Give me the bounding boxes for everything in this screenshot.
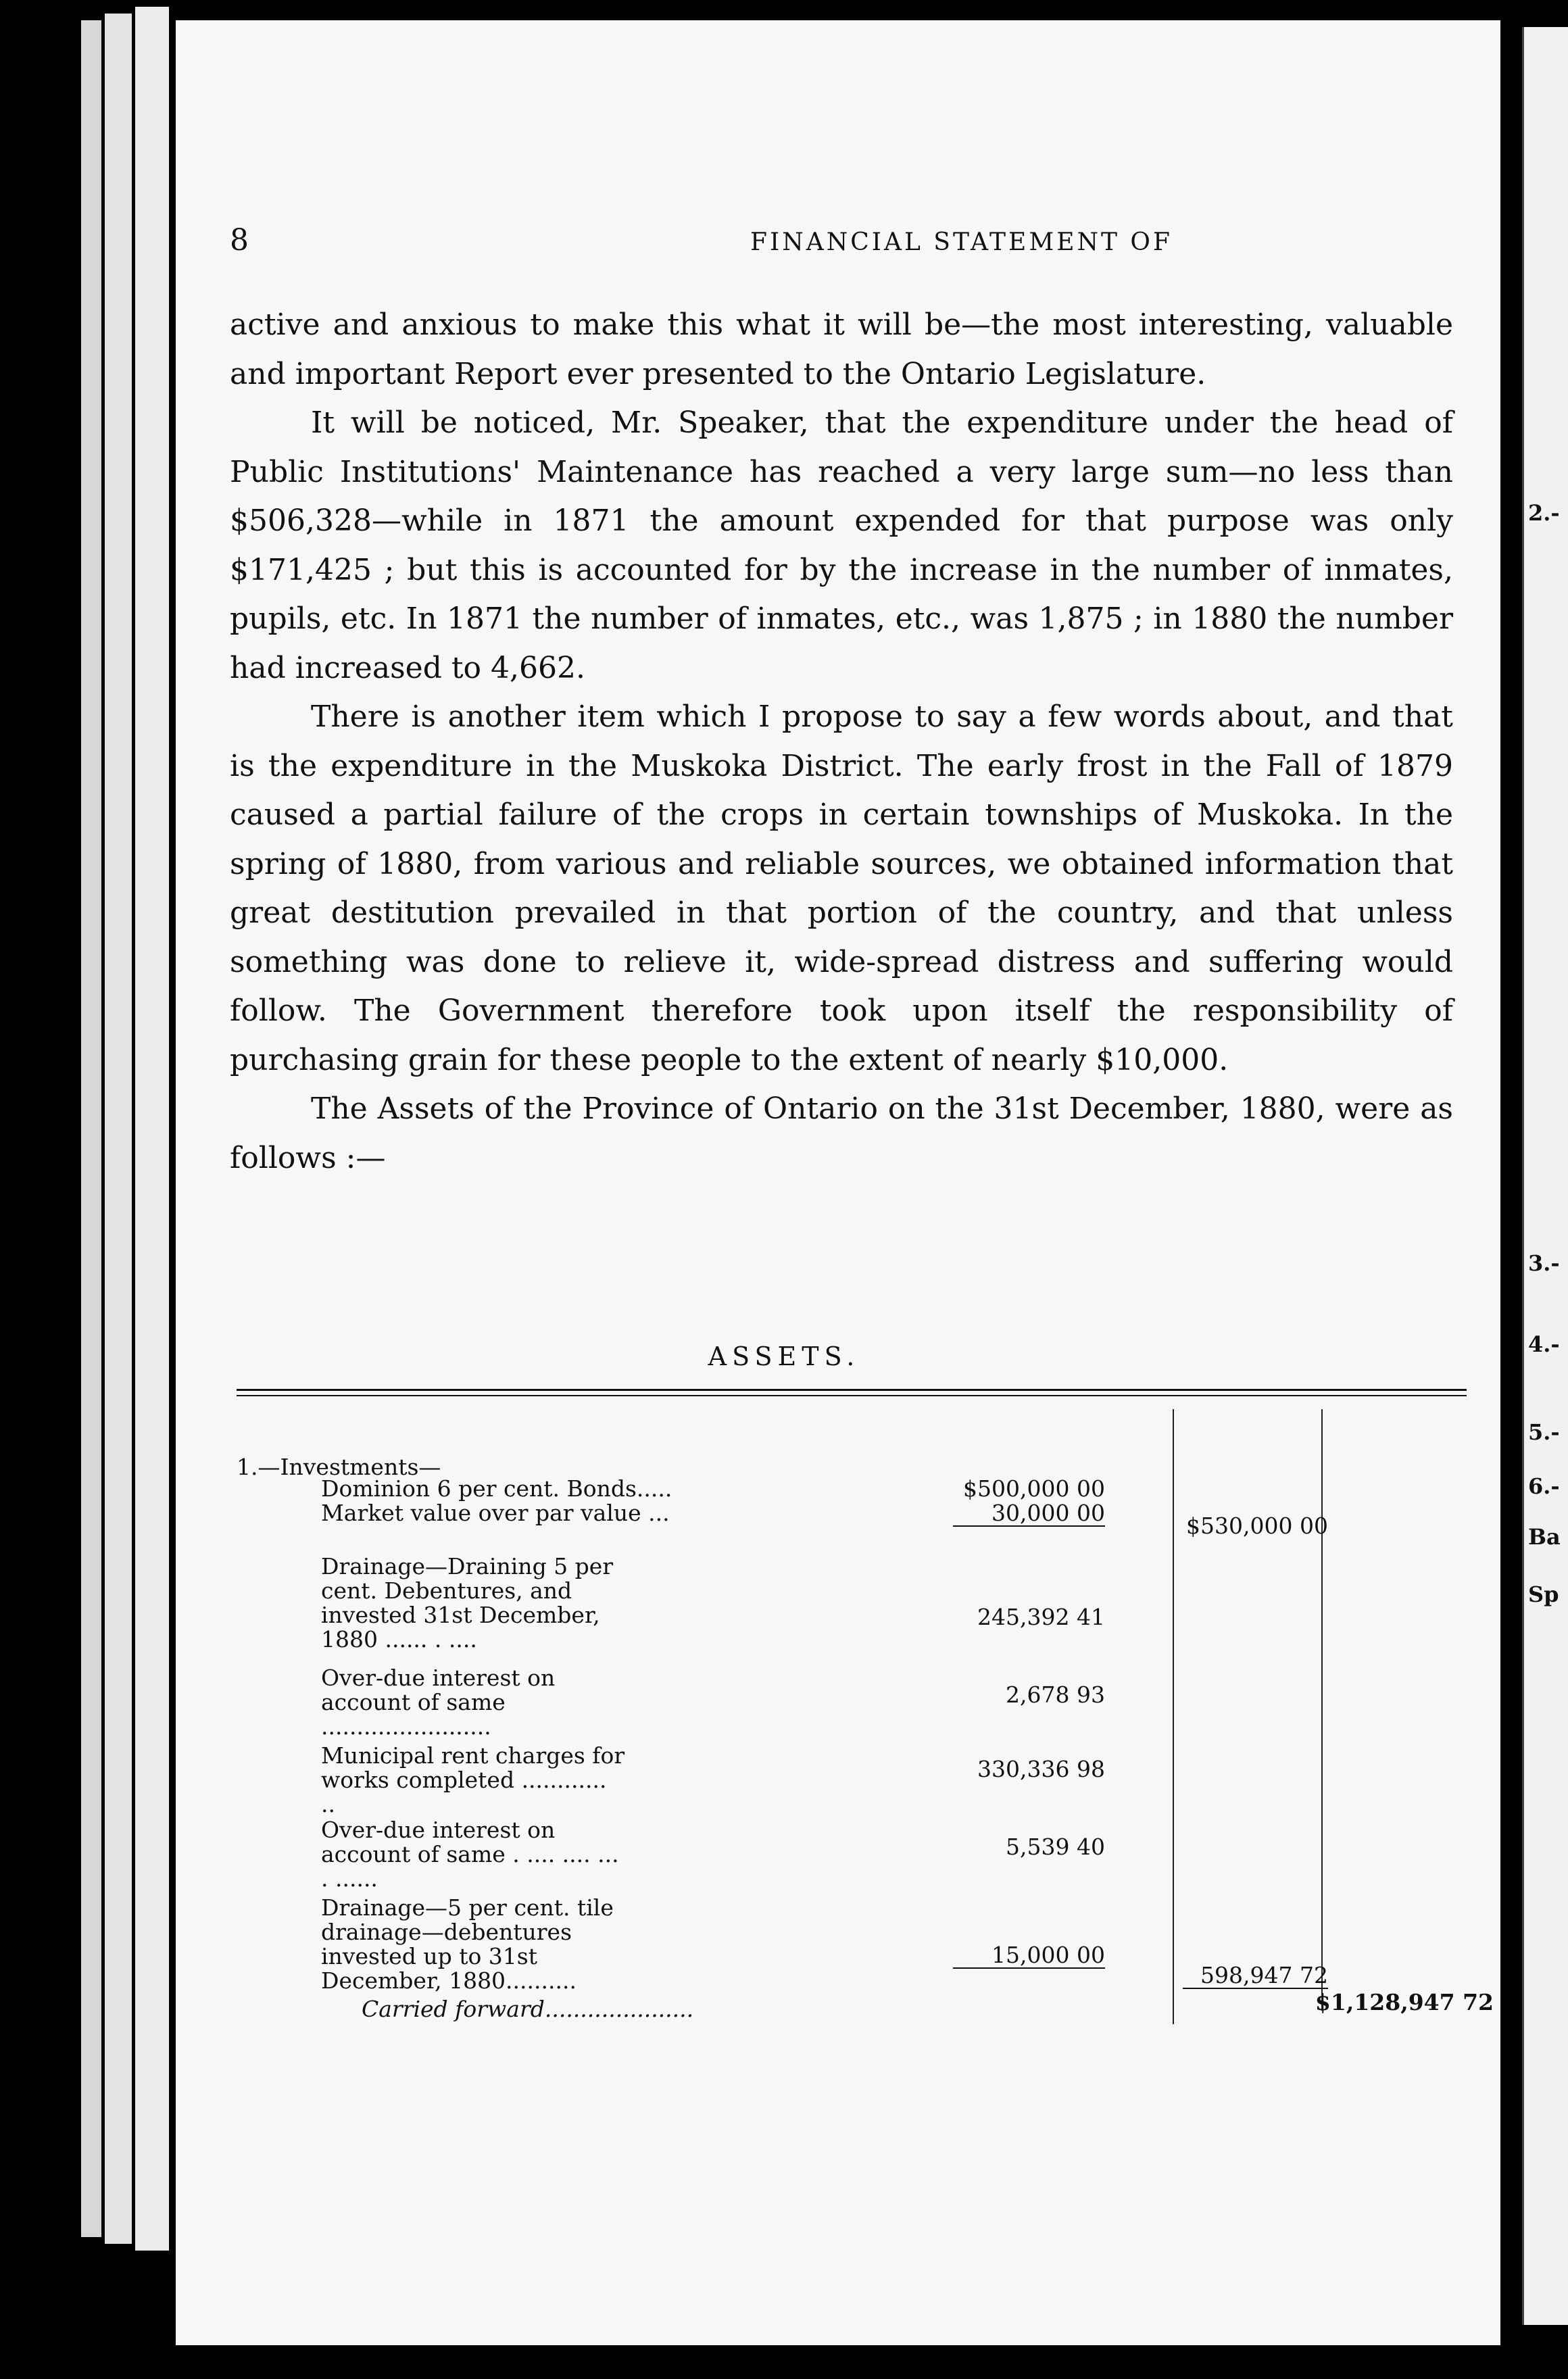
assets-table bbox=[237, 1402, 1494, 2024]
row-label: Over-due interest on account of same . .... .... ... . ...... bbox=[321, 1817, 619, 1892]
paragraph: There is another item which I propose to say a few words about, and that is the expenditure in the Muskoka District. The early frost in the Fall of 1879 caused a partial failure of the crops in certain townships of Muskoka. In the spring of 1880, from various and reliable sources, we obtained information that great destitution prevailed in that portion of the country, and that unless something was done to relieve it, wide-spread distress and suffering would follow. The Government therefore took upon itself the responsibility of purchasing grain for these people to the extent of nearly $10,000. bbox=[230, 700, 1453, 1077]
margin-mark: 3.- bbox=[1528, 1250, 1560, 1276]
book-edge bbox=[81, 20, 101, 2237]
row-amount: 330,336 98 bbox=[977, 1756, 1105, 1782]
paragraph: The Assets of the Province of Ontario on the 31st December, 1880, were as follows :— bbox=[230, 1092, 1453, 1175]
carried-forward-total: $1,128,947 72 bbox=[1315, 1989, 1494, 2015]
column-divider bbox=[1173, 1409, 1174, 2024]
table-top-rule bbox=[237, 1389, 1467, 1396]
subtotal: $530,000 00 bbox=[1186, 1513, 1328, 1539]
row-label: Dominion 6 per cent. Bonds..... bbox=[321, 1475, 672, 1502]
row-label: Municipal rent charges for works completed ............ .. bbox=[321, 1742, 625, 1817]
margin-mark: Sp bbox=[1528, 1581, 1559, 1607]
margin-mark: 6.- bbox=[1528, 1473, 1560, 1499]
margin-mark: 4.- bbox=[1528, 1331, 1560, 1357]
margin-mark: Ba bbox=[1528, 1524, 1561, 1550]
carried-forward-label: Carried forward..................... bbox=[362, 1996, 694, 2022]
row-label: Over-due interest on account of same ........................ bbox=[321, 1665, 556, 1740]
section-label: 1.—Investments— bbox=[237, 1454, 441, 1480]
row-amount: 2,678 93 bbox=[1006, 1682, 1105, 1708]
row-label: Drainage—Draining 5 per cent. Debentures, and invested 31st December, 1880 ...... . .... bbox=[321, 1553, 614, 1652]
row-amount: 5,539 40 bbox=[1006, 1834, 1105, 1860]
margin-mark: 5.- bbox=[1528, 1419, 1560, 1445]
paragraph: It will be noticed, Mr. Speaker, that the expenditure under the head of Public Institutions' Maintenance has reached a very large sum—no less than $506,328—while in 1871 the amount expended for that purpose was only $171,425 ; but this is accounted for by the increase in the number of inmates, pupils, etc. In 1871 the number of inmates, etc., was 1,875 ; in 1880 the number had increased to 4,662. bbox=[230, 406, 1453, 685]
row-amount: 245,392 41 bbox=[977, 1604, 1105, 1630]
assets-heading: ASSETS. bbox=[708, 1342, 860, 1371]
body-text bbox=[230, 301, 1453, 1183]
adjacent-page-edge bbox=[1522, 27, 1568, 2325]
page-header bbox=[230, 223, 1480, 264]
page-number: 8 bbox=[230, 223, 249, 257]
column-divider bbox=[1321, 1409, 1323, 2011]
row-amount: $500,000 00 bbox=[963, 1475, 1105, 1502]
book-edge bbox=[135, 7, 169, 2251]
row-label: Drainage—5 per cent. tile drainage—debentures invested up to 31st December, 1880.......... bbox=[321, 1894, 614, 1994]
row-label: Market value over par value ... bbox=[321, 1500, 670, 1526]
row-amount: 15,000 00 bbox=[953, 1943, 1105, 1969]
subtotal: 598,947 72 bbox=[1183, 1963, 1328, 1989]
paragraph: active and anxious to make this what it will be—the most interesting, valuable and important Report ever presented to the Ontario Legislature. bbox=[230, 308, 1453, 391]
running-title: FINANCIAL STATEMENT OF bbox=[750, 228, 1173, 256]
book-edge bbox=[105, 14, 132, 2244]
margin-mark: 2.- bbox=[1528, 500, 1560, 526]
row-amount: 30,000 00 bbox=[953, 1501, 1105, 1527]
